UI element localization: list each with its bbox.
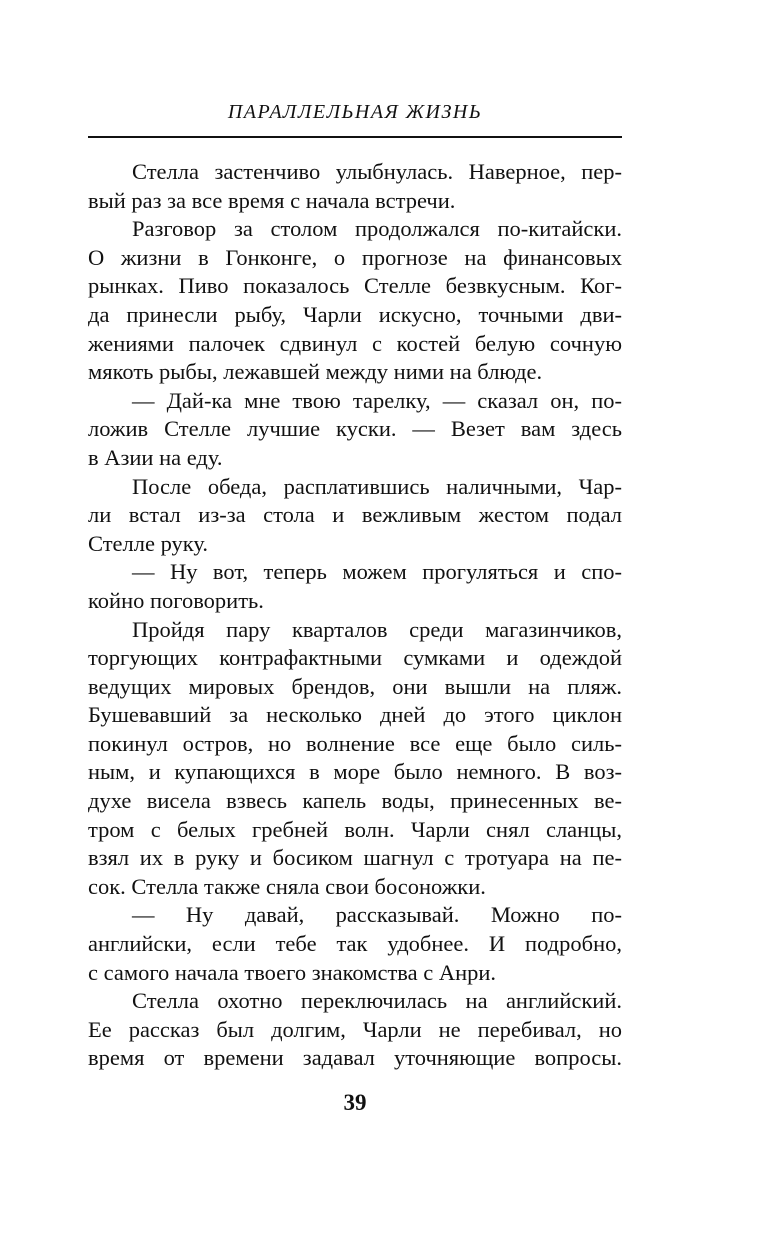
header-rule xyxy=(88,136,622,138)
text-line: — Ну вот, теперь можем прогуляться и спо- xyxy=(132,559,622,585)
text-line: жениями палочек сдвинул с костей белую сочную xyxy=(88,330,622,356)
text-line: ным, и купающихся в море было немного. В воз- xyxy=(88,759,622,785)
text-line: время от времени задавал уточняющие вопросы. xyxy=(88,1045,622,1071)
text-line: покинул остров, но волнение все еще было силь- xyxy=(88,730,622,756)
paragraph xyxy=(88,616,622,902)
text-line: торгующих контрафактными сумками и одеждой xyxy=(88,645,622,671)
text-line: Стелла охотно переключилась на английский. xyxy=(132,988,622,1014)
text-line: ведущих мировых брендов, они вышли на пляж. xyxy=(88,673,622,699)
text-line: койно поговорить. xyxy=(88,587,264,613)
paragraph xyxy=(88,473,622,559)
text-line: рынках. Пиво показалось Стелле безвкусным. Ког- xyxy=(88,273,622,299)
text-line: духе висела взвесь капель воды, принесенных ве- xyxy=(88,788,622,814)
text-line: Ее рассказ был долгим, Чарли не перебивал, но xyxy=(88,1016,622,1042)
text-line: мякоть рыбы, лежавшей между ними на блюде. xyxy=(88,359,543,385)
paragraph xyxy=(88,987,622,1073)
text-line: да принесли рыбу, Чарли искусно, точными дви- xyxy=(88,301,622,327)
paragraph xyxy=(88,215,622,387)
text-line: Бушевавший за несколько дней до этого циклон xyxy=(88,702,622,728)
text-line: Пройдя пару кварталов среди магазинчиков, xyxy=(132,616,622,642)
body-text xyxy=(88,158,622,1073)
paragraph xyxy=(88,387,622,473)
text-line: ли встал из-за стола и вежливым жестом подал xyxy=(88,502,622,528)
text-line: О жизни в Гонконге, о прогнозе на финансовых xyxy=(88,244,622,270)
paragraph xyxy=(88,558,622,615)
running-head: ПАРАЛЛЕЛЬНАЯ ЖИЗНЬ xyxy=(227,101,483,123)
text-line: После обеда, расплатившись наличными, Чар- xyxy=(132,473,622,499)
text-line: Стелле руку. xyxy=(88,530,209,556)
paragraph xyxy=(88,158,622,215)
text-line: в Азии на еду. xyxy=(88,444,223,470)
text-line: тром с белых гребней волн. Чарли снял сланцы, xyxy=(88,816,622,842)
text-line: взял их в руку и босиком шагнул с тротуара на пе- xyxy=(88,845,622,871)
text-line: вый раз за все время с начала встречи. xyxy=(88,187,456,213)
paragraph xyxy=(88,901,622,987)
text-line: Разговор за столом продолжался по-китайски. xyxy=(132,216,622,242)
text-line: английски, если тебе так удобнее. И подробно, xyxy=(88,931,622,957)
text-line: — Дай-ка мне твою тарелку, — сказал он, по- xyxy=(132,387,622,413)
page-number: 39 xyxy=(343,1090,367,1115)
text-line: ложив Стелле лучшие куски. — Везет вам здесь xyxy=(88,416,622,442)
text-line: — Ну давай, рассказывай. Можно по- xyxy=(132,902,622,928)
text-line: с самого начала твоего знакомства с Анри. xyxy=(88,959,497,985)
text-line: сок. Стелла также сняла свои босоножки. xyxy=(88,873,486,899)
text-line: Стелла застенчиво улыбнулась. Наверное, пер- xyxy=(132,159,622,184)
